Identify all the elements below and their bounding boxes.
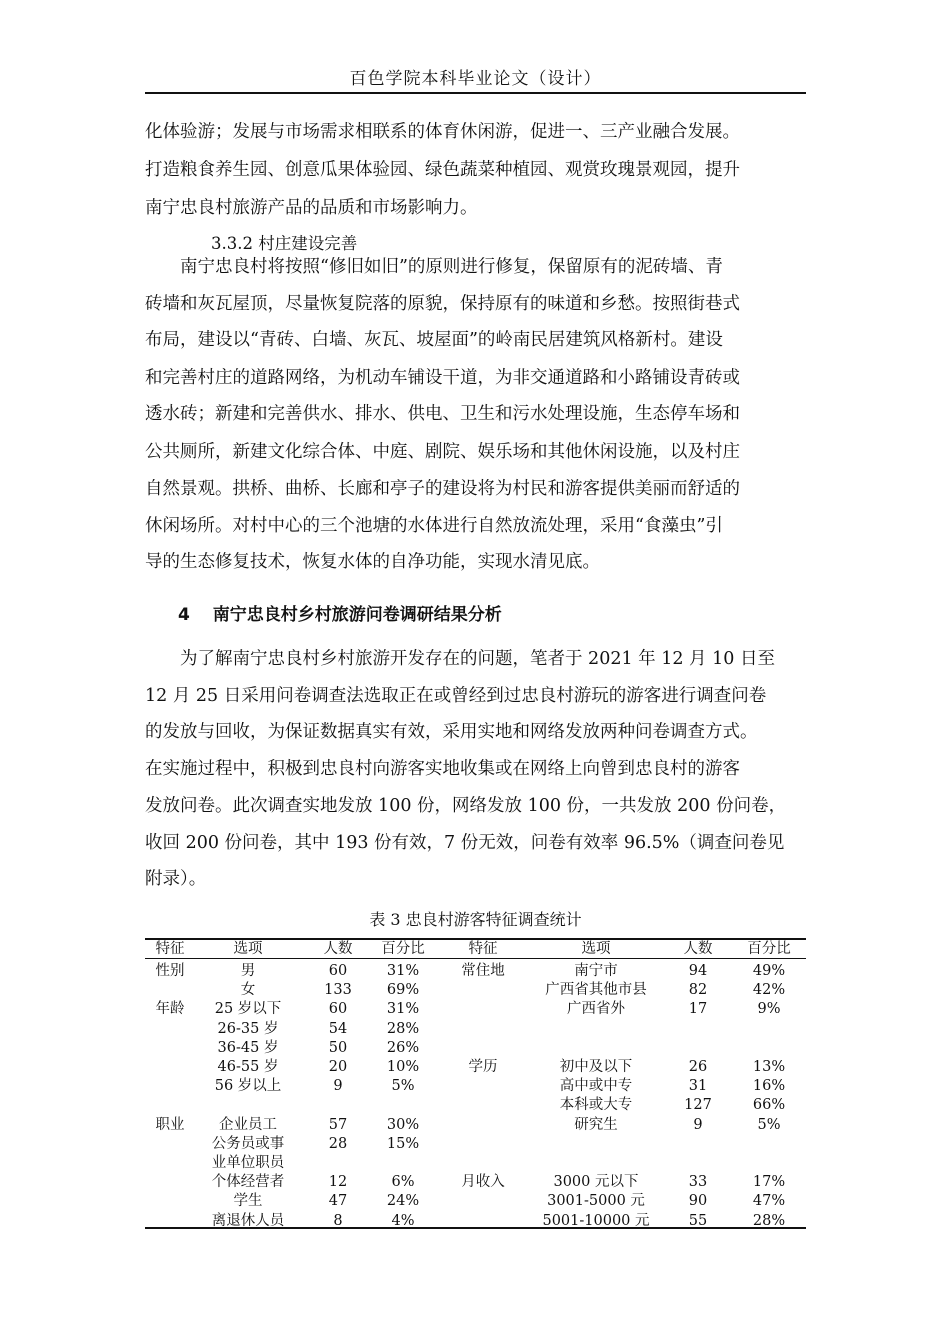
table-cell: 常住地 [461, 963, 505, 979]
table-cell: 5% [757, 1116, 781, 1133]
table-header-cell: 百分比 [747, 941, 791, 957]
table-cell: 男 [240, 963, 256, 979]
table-cell: 个体经营者 [211, 1174, 285, 1191]
table-header-cell: 特征 [155, 941, 185, 957]
table-header-cell: 特征 [468, 941, 498, 957]
paragraph-line: 发放问卷。此次调查实地发放 100 份，网络发放 100 份，一共发放 200 份问卷， [145, 796, 787, 816]
table-cell: 31% [386, 963, 420, 979]
table-cell: 127 [684, 1097, 712, 1114]
table-cell: 企业员工 [219, 1116, 277, 1133]
table-cell: 月收入 [461, 1174, 505, 1191]
paragraph-line: 为了解南宁忠良村乡村旅游开发存在的问题，笔者于 2021 年 12 月 10 日至 [180, 649, 775, 669]
table-caption: 表 3 忠良村游客特征调查统计 [369, 910, 582, 929]
table-cell: 57 [328, 1116, 348, 1133]
table-cell: 36-45 岁 [217, 1039, 279, 1056]
table-cell: 26 [688, 1059, 708, 1075]
table-cell: 94 [688, 963, 708, 979]
table-cell: 31% [386, 1001, 420, 1018]
table-cell: 初中及以下 [559, 1059, 633, 1075]
table-cell: 24% [386, 1193, 420, 1210]
paragraph-line: 自然景观。拱桥、曲桥、长廊和亭子的建设将为村民和游客提供美丽而舒适的 [145, 479, 740, 499]
table-header-cell: 百分比 [381, 941, 425, 957]
table-cell: 20 [328, 1059, 348, 1075]
page-header: 百色学院本科毕业论文（设计） [349, 69, 602, 89]
table-cell: 9% [757, 1001, 781, 1018]
paragraph-line: 在实施过程中，积极到忠良村向游客实地收集或在网络上向曾到忠良村的游客 [145, 759, 740, 779]
table-cell: 6% [391, 1174, 415, 1191]
table-cell: 本科或大专 [559, 1097, 633, 1114]
table-cell: 46-55 岁 [217, 1059, 279, 1075]
paragraph-line: 南宁忠良村旅游产品的品质和市场影响力。 [145, 198, 478, 218]
table-cell: 职业 [155, 1116, 185, 1133]
table-header-cell: 选项 [581, 941, 611, 957]
table-cell: 性别 [155, 963, 185, 979]
table-cell: 4% [391, 1212, 415, 1229]
paragraph-line: 附录）。 [145, 869, 207, 889]
table-cell: 26-35 岁 [217, 1020, 279, 1037]
table-cell: 33 [688, 1174, 708, 1191]
table-cell: 66% [752, 1097, 786, 1114]
table-header-cell: 人数 [683, 941, 713, 957]
table-cell: 8 [333, 1212, 343, 1229]
table-cell: 55 [688, 1212, 708, 1229]
table-cell: 高中或中专 [559, 1078, 633, 1095]
paragraph-line: 打造粮食养生园、创意瓜果体验园、绿色蔬菜种植园、观赏玫瑰景观园，提升 [145, 160, 740, 180]
table-cell: 广西省外 [567, 1001, 625, 1018]
table-cell: 年龄 [155, 1001, 185, 1018]
paragraph-line: 收回 200 份问卷，其中 193 份有效，7 份无效，问卷有效率 96.5%（调查问卷见 [145, 833, 785, 853]
table-cell: 广西省其他市县 [545, 982, 647, 999]
paragraph-line: 布局，建设以“青砖、白墙、灰瓦、坡屋面”的岭南民居建筑风格新村。建设 [145, 330, 723, 350]
table-cell: 13% [752, 1059, 786, 1075]
paragraph-line: 休闲场所。对村中心的三个池塘的水体进行自然放流处理，采用“食藻虫”引 [145, 516, 723, 536]
table-cell: 28 [328, 1135, 348, 1152]
paragraph-line: 12 月 25 日采用问卷调查法选取正在或曾经到过忠良村游玩的游客进行调查问卷 [145, 686, 767, 706]
table-cell: 5% [391, 1078, 415, 1095]
table-cell: 50 [328, 1039, 348, 1056]
paragraph-line: 和完善村庄的道路网络，为机动车铺设干道，为非交通道路和小路铺设青砖或 [145, 368, 740, 388]
subsection-heading: 3.3.2 村庄建设完善 [211, 234, 358, 253]
table-cell: 25 岁以下 [214, 1001, 282, 1018]
table-cell: 49% [752, 963, 786, 979]
table-cell: 公务员或事 [211, 1135, 285, 1152]
table-cell: 10% [386, 1059, 420, 1075]
paragraph-line: 导的生态修复技术，恢复水体的自净功能，实现水清见底。 [145, 552, 600, 572]
table-cell: 3001-5000 元 [547, 1193, 645, 1210]
table-cell: 17 [688, 1001, 708, 1018]
paragraph-line: 砖墙和灰瓦屋顶，尽量恢复院落的原貌，保持原有的味道和乡愁。按照街巷式 [145, 294, 740, 314]
table-cell: 26% [386, 1039, 420, 1056]
table-cell: 90 [688, 1193, 708, 1210]
table-cell: 研究生 [574, 1116, 618, 1133]
paragraph-line: 透水砖；新建和完善供水、排水、供电、卫生和污水处理设施，生态停车场和 [145, 404, 740, 424]
table-cell: 56 岁以上 [214, 1078, 282, 1095]
table-cell: 82 [688, 982, 708, 999]
table-header-cell: 人数 [323, 941, 353, 957]
table-cell: 9 [693, 1116, 703, 1133]
paragraph-line: 公共厕所，新建文化综合体、中庭、剧院、娱乐场和其他休闲设施，以及村庄 [145, 442, 740, 462]
table-cell: 学生 [233, 1193, 263, 1210]
paragraph-line: 的发放与回收，为保证数据真实有效，采用实地和网络发放两种问卷调查方式。 [145, 722, 758, 742]
table-cell: 47 [328, 1193, 348, 1210]
table-cell: 女 [240, 982, 256, 999]
paragraph-line: 化体验游；发展与市场需求相联系的体育休闲游，促进一、三产业融合发展。 [145, 122, 740, 142]
table-cell: 3000 元以下 [553, 1174, 639, 1191]
table-cell: 17% [752, 1174, 786, 1191]
table-cell: 学历 [468, 1059, 498, 1075]
table-cell: 业单位职员 [211, 1155, 285, 1171]
header-rule [145, 92, 806, 94]
table-cell: 47% [752, 1193, 786, 1210]
table-cell: 42% [752, 982, 786, 999]
table-cell: 133 [324, 982, 352, 999]
table-cell: 28% [386, 1020, 420, 1037]
table-header-cell: 选项 [233, 941, 263, 957]
table-cell: 南宁市 [574, 963, 618, 979]
table-cell: 16% [752, 1078, 786, 1095]
table-cell: 60 [328, 963, 348, 979]
table-cell: 30% [386, 1116, 420, 1133]
table-cell: 28% [752, 1212, 786, 1229]
table-cell: 离退休人员 [211, 1212, 285, 1229]
table-cell: 60 [328, 1001, 348, 1018]
table-cell: 54 [328, 1020, 348, 1037]
table-cell: 69% [386, 982, 420, 999]
table-cell: 9 [333, 1078, 343, 1095]
paragraph-line: 南宁忠良村将按照“修旧如旧”的原则进行修复，保留原有的泥砖墙、青 [180, 257, 723, 277]
section-heading: 4 南宁忠良村乡村旅游问卷调研结果分析 [178, 605, 502, 625]
table-cell: 5001-10000 元 [542, 1212, 650, 1229]
table-cell: 31 [688, 1078, 708, 1095]
table-cell: 15% [386, 1135, 420, 1152]
table-cell: 12 [328, 1174, 348, 1191]
